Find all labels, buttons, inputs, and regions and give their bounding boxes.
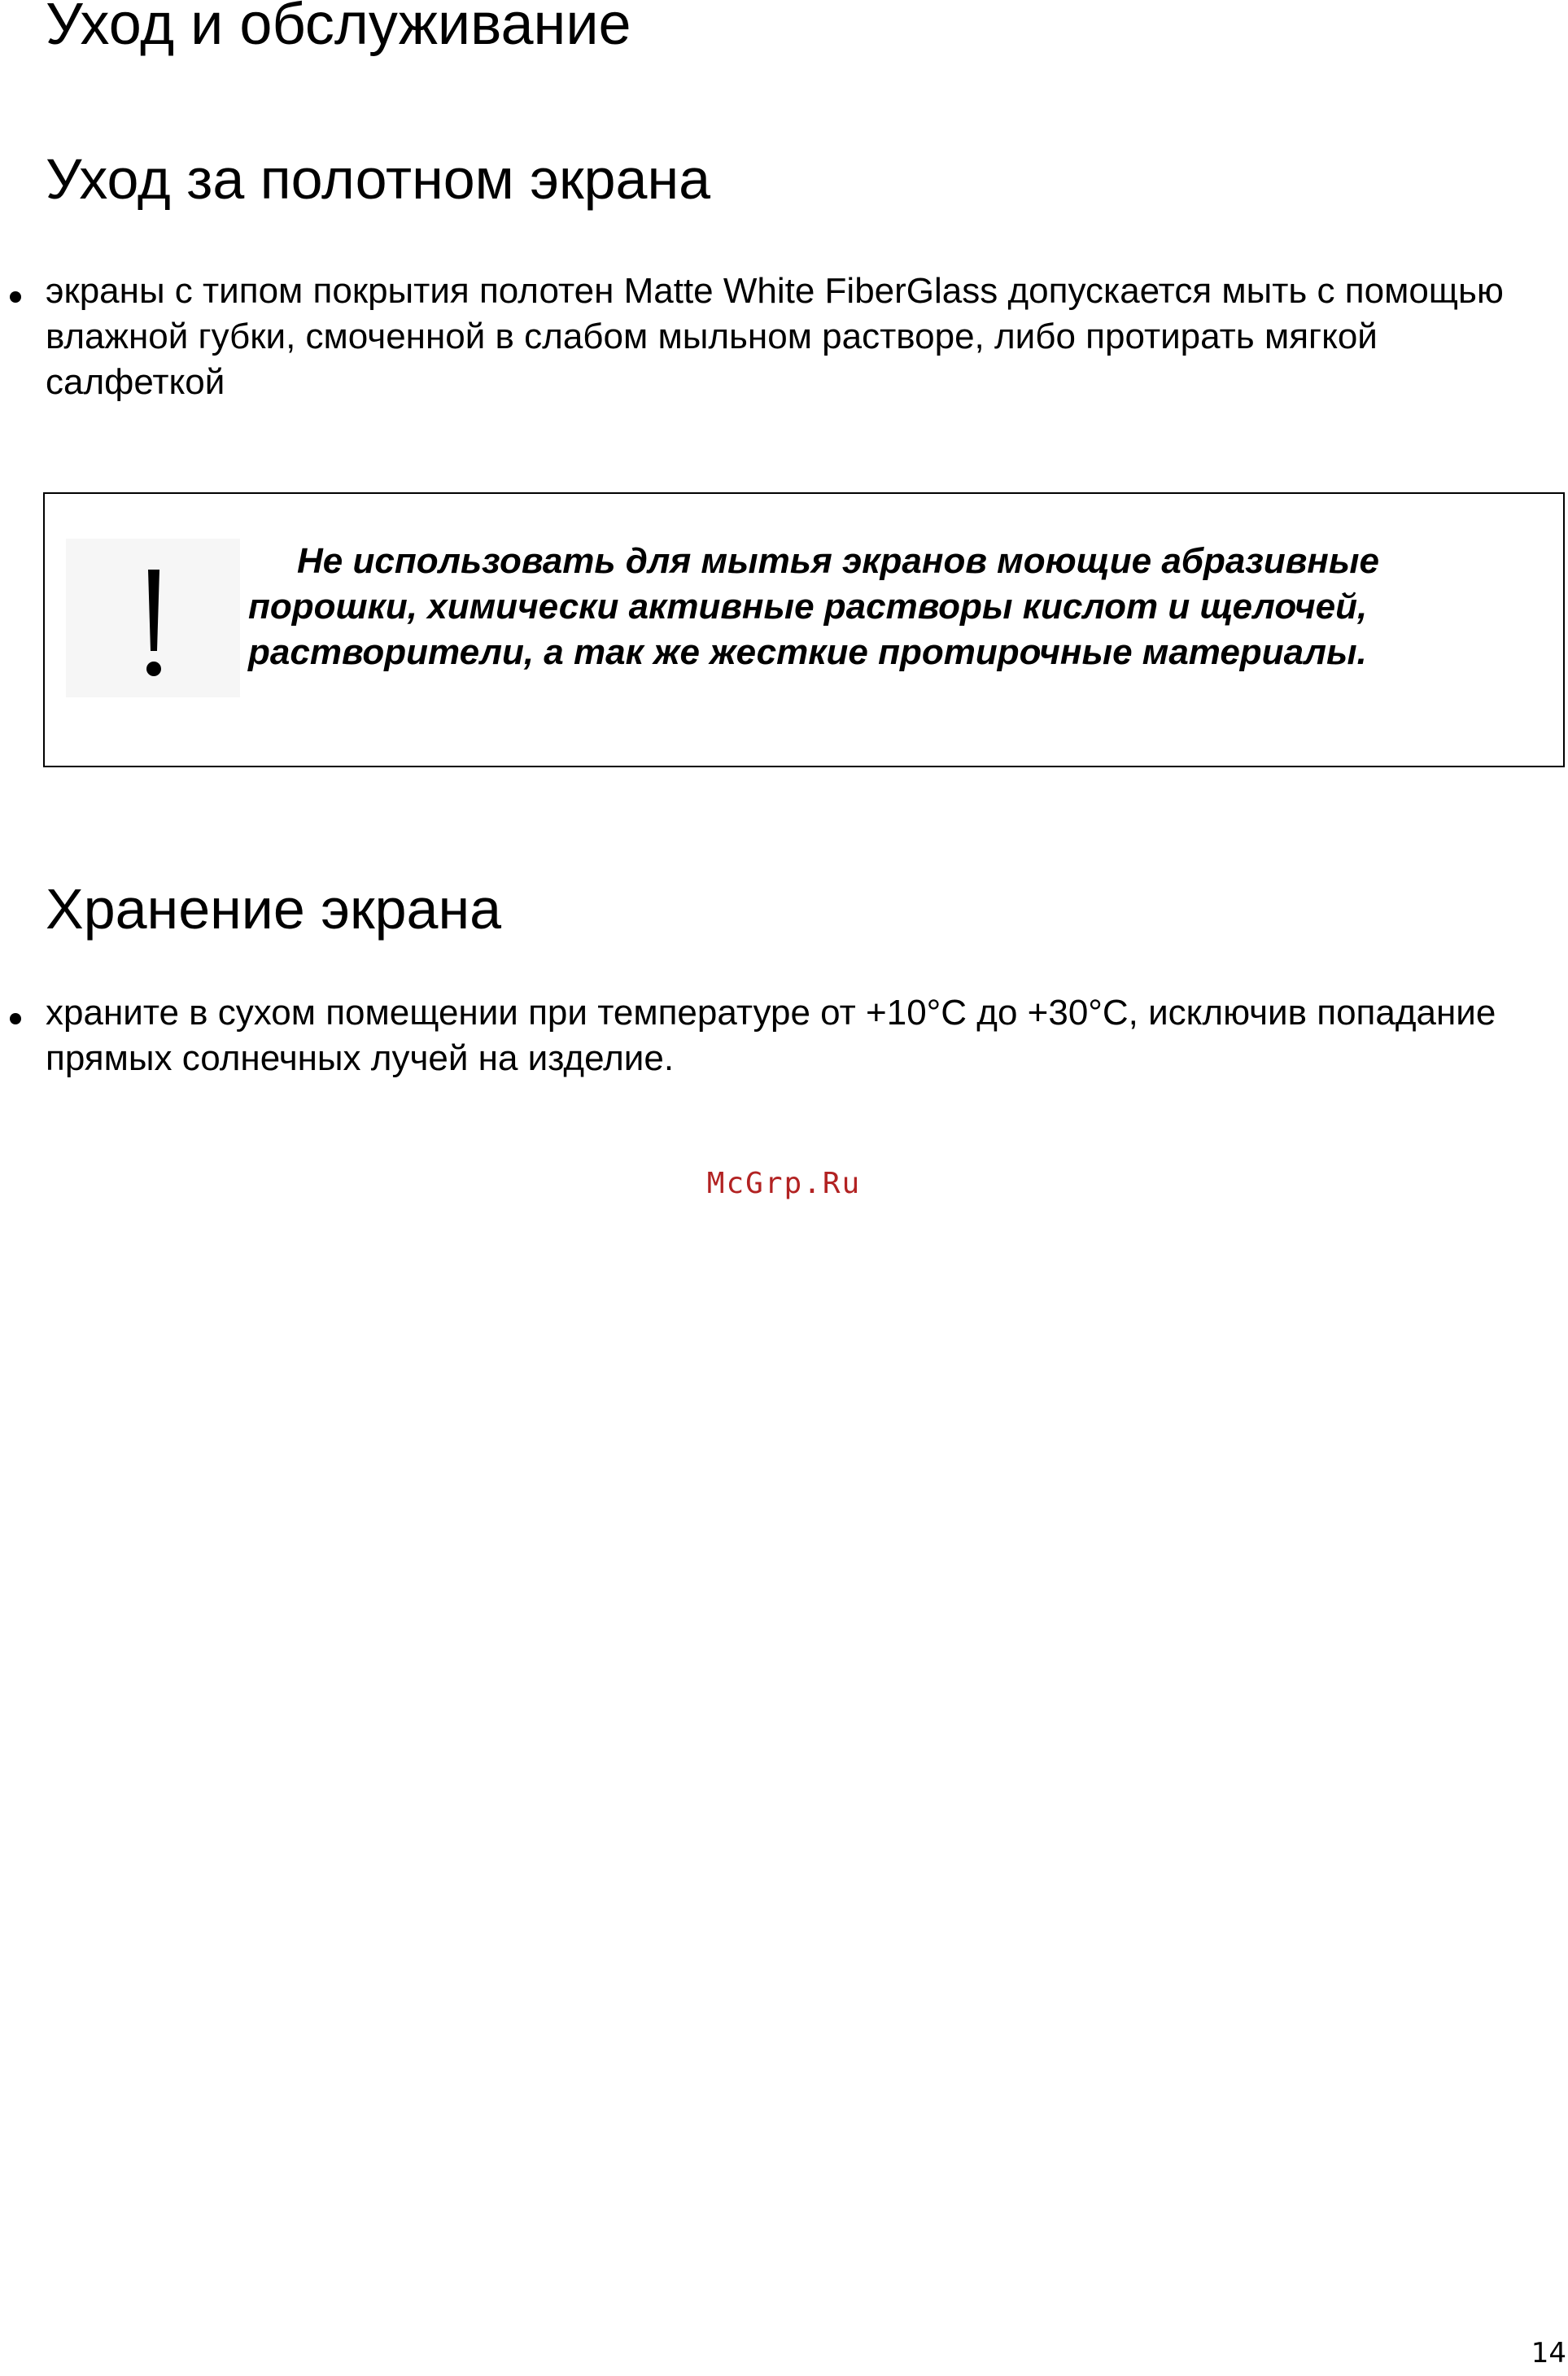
warning-text: Не использовать для мытья экранов моющие абразивные порошки, химически активные растворы кислот и щелочей, растворители, а так же жесткие протирочные материалы.	[248, 541, 1379, 672]
bullet-icon	[10, 1013, 21, 1024]
watermark: McGrp.Ru	[706, 1167, 862, 1200]
list-item	[0, 269, 1568, 415]
warning-box	[43, 492, 1565, 767]
section-heading-screen-care: Уход за полотном экрана	[46, 147, 711, 211]
exclamation-icon	[66, 539, 240, 697]
page-number: 14	[1531, 2337, 1566, 2369]
list-item-text: храните в сухом помещении при температуре от +10°С до +30°С, исключив попадание прямых солнечных лучей на изделие.	[46, 993, 1496, 1078]
section-heading-storage: Хранение экрана	[46, 877, 502, 941]
bullet-icon	[10, 291, 21, 303]
list-item	[0, 990, 1568, 1088]
page-title: Уход и обслуживание	[46, 0, 631, 57]
list-item-text: экраны с типом покрытия полотен Matte White FiberGlass допускается мыть с помощью влажной губки, смоченной в слабом мыльном растворе, либо протирать мягкой салфеткой	[46, 271, 1504, 402]
